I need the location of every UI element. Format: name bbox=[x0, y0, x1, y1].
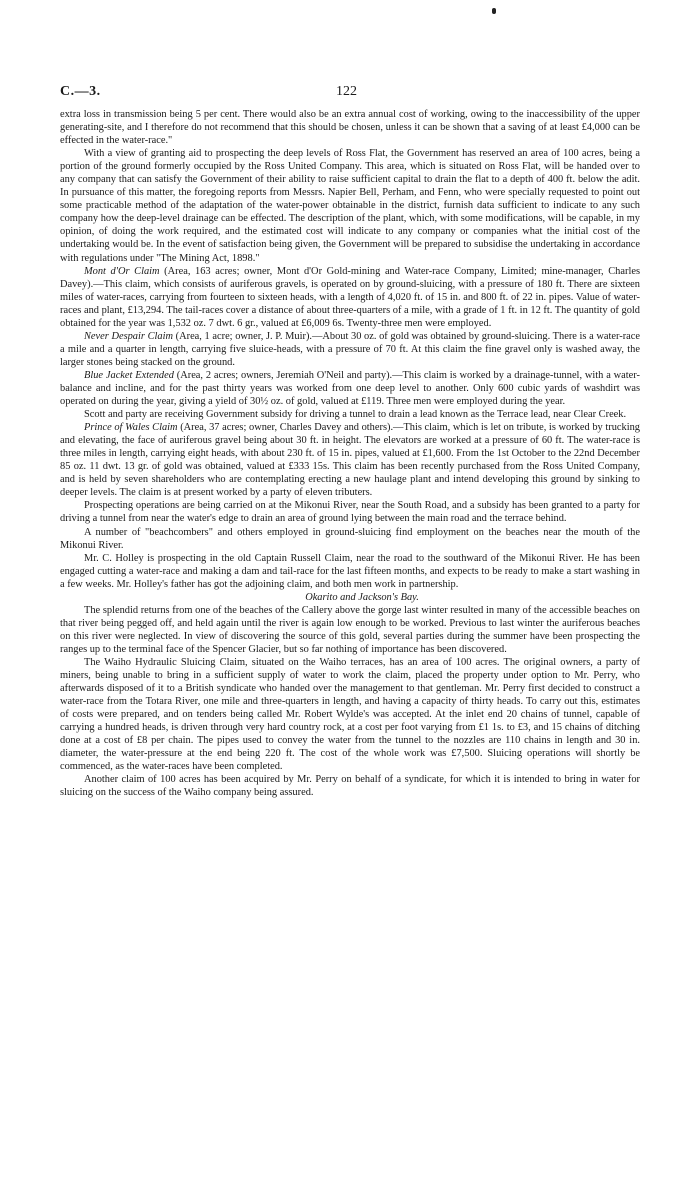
document-body bbox=[60, 108, 640, 799]
claim-name: Never Despair Claim bbox=[84, 330, 173, 342]
claim-name: Mont d'Or Claim bbox=[84, 265, 160, 277]
claim-name: Prince of Wales Claim bbox=[84, 422, 178, 434]
paragraph: Prospecting operations are being carried on at the Mikonui River, near the South Road, and a subsidy has been granted to a party for driving a tunnel from near the water's edge to drain an area of ground lying between the main road and the terrace behind. bbox=[60, 500, 640, 525]
paragraph: Another claim of 100 acres has been acquired by Mr. Perry on behalf of a syndicate, for which it is intended to bring in water for sluicing on the success of the Waiho company being assured. bbox=[60, 774, 640, 799]
paragraph: Mr. C. Holley is prospecting in the old Captain Russell Claim, near the road to the southward of the Mikonui River. He has been engaged cutting a water-race and making a dam and tail-race for the last fifteen months, and expects to be ready to make a start washing in a few weeks. Mr. Holley's father has got the adjoining claim, and both men work in partnership. bbox=[60, 552, 640, 590]
paragraph: extra loss in transmission being 5 per cent. There would also be an extra annual cost of working, owing to the inaccessibility of the upper generating-site, and I therefore do not recommend that this should be chosen, unless it can be shown that a saving of at least £4,000 can be effected in the water-race." bbox=[60, 109, 640, 147]
paragraph: The splendid returns from one of the beaches of the Callery above the gorge last winter resulted in many of the accessible beaches on that river being pegged off, and held again until the river is again low enough to be worked. Previous to last winter the auriferous beaches on this river were neglected. In view of discovering the source of this gold, several parties during the summer have been prospecting the ranges up to the terminal face of the Spencer Glacier, but so far nothing of importance has been discovered. bbox=[60, 604, 640, 655]
document-code: C.—3. bbox=[60, 84, 101, 99]
section-heading: Okarito and Jackson's Bay. bbox=[305, 591, 419, 603]
page-number: 122 bbox=[336, 84, 357, 99]
paragraph: A number of "beachcombers" and others employed in ground-sluicing find employment on the beaches near the mouth of the Mikonui River. bbox=[60, 526, 640, 551]
paragraph: Mont d'Or Claim (Area, 163 acres; owner, Mont d'Or Gold-mining and Water-race Company, Limited; mine-manager, Charles Davey).—This claim, which consists of auriferous gravels, is operated on by ground-sluicing, with a pressure of 180 ft. There are sixteen miles of water-races, carrying from fourteen to sixteen heads, with a length of 4,020 ft. of 15 in. and 800 ft. of 22 in. pipes. Value of water-races and plant, £13,294. The tail-races cover a distance of about three-quarters of a mile, with a grade of 1 ft. in 12 ft. The quantity of gold obtained for the year was 1,532 oz. 7 dwt. 6 gr., valued at £6,009 6s. Twenty-three men were employed. bbox=[60, 265, 640, 329]
ink-mark bbox=[492, 8, 496, 14]
paragraph: Scott and party are receiving Government subsidy for driving a tunnel to drain a lead known as the Terrace lead, near Clear Creek. bbox=[84, 409, 627, 421]
paragraph: The Waiho Hydraulic Sluicing Claim, situated on the Waiho terraces, has an area of 100 acres. The original owners, a party of miners, being unable to bring in a sufficient supply of water to work the claim, placed the property under option to Mr. Perry, who afterwards disposed of it to a British syndicate who handed over the management to that gentleman. Mr. Perry first decided to construct a water-race from the Totara River, one mile and three-quarters in length, and having a capacity of thirty heads. To carry out this, estimates of costs were prepared, and on tenders being called Mr. Robert Wylde's was accepted. At the inlet end 20 chains of tunnel, capable of carrying a hundred heads, is driven through very hard country rock, at a cost per foot varying from £1 1s. to £3, and 15 chains of ditching done at a cost of £8 per chain. The pipes used to convey the water from the tunnel to the nozzles are 110 chains in length and 30 in. diameter, the water-pressure at the end being 220 ft. The cost of the whole work was £7,500. Sluicing operations will shortly be commenced, as the water-races have been completed. bbox=[60, 656, 640, 773]
claim-name: Blue Jacket Extended bbox=[84, 369, 174, 381]
paragraph: Never Despair Claim (Area, 1 acre; owner, J. P. Muir).—About 30 oz. of gold was obtained by ground-sluicing. There is a water-race a mile and a quarter in length, carrying five sluice-heads, with a pressure of 70 ft. At this claim the fine gravel only is washed away, the larger stones being stacked on the ground. bbox=[60, 330, 640, 368]
paragraph: Blue Jacket Extended (Area, 2 acres; owners, Jeremiah O'Neil and party).—This claim is worked by a drainage-tunnel, with a water-balance and incline, and for the past thirty years was worked from one deep level to another. Only 600 cubic yards of washdirt was operated on during the year, giving a yield of 30½ oz. of gold, valued at £119. Three men were employed during the year. bbox=[60, 369, 640, 408]
paragraph: Prince of Wales Claim (Area, 37 acres; owner, Charles Davey and others).—This claim, which is let on tribute, is worked by trucking and elevating, the face of auriferous gravel being about 30 ft. in height. The elevators are worked at a pressure of 60 ft. The water-race is three miles in length, carrying eight heads, with about 230 ft. of 15 in. pipes, valued at £1,600. From the 1st October to the 22nd December 85 oz. 11 dwt. 13 gr. of gold was obtained, valued at £333 15s. This claim has been recently purchased from the Ross United Company, and is held by seven shareholders who are contemplating erecting a new haulage plant and intend developing this ground by sinking to deeper levels. The claim is at present worked by a party of eleven tributers. bbox=[60, 422, 640, 499]
page-header bbox=[60, 84, 640, 104]
paragraph: With a view of granting aid to prospecting the deep levels of Ross Flat, the Government has reserved an area of 100 acres, being a portion of the ground formerly occupied by the Ross United Company. This area, which is situated on Ross Flat, will be handed over to any company that can satisfy the Government of their ability to raise sufficient capital to drain the flat to a depth of 400 ft. below the adit. In pursuance of this matter, the foregoing reports from Messrs. Napier Bell, Perham, and Fenn, who were specially requested to point out some practicable method of the adaptation of the water-power obtainable in the district, furnish data sufficient to indicate to any such company how the deep-level drainage can be effected. The description of the plant, which, with some modifications, will be capable, in my opinion, of doing the work required, and the estimated cost will indicate to any company or companies what the initial cost of the undertaking would be. In the event of satisfaction being given, the Government will be prepared to subsidise the undertaking in accordance with regulations under "The Mining Act, 1898." bbox=[60, 148, 640, 264]
